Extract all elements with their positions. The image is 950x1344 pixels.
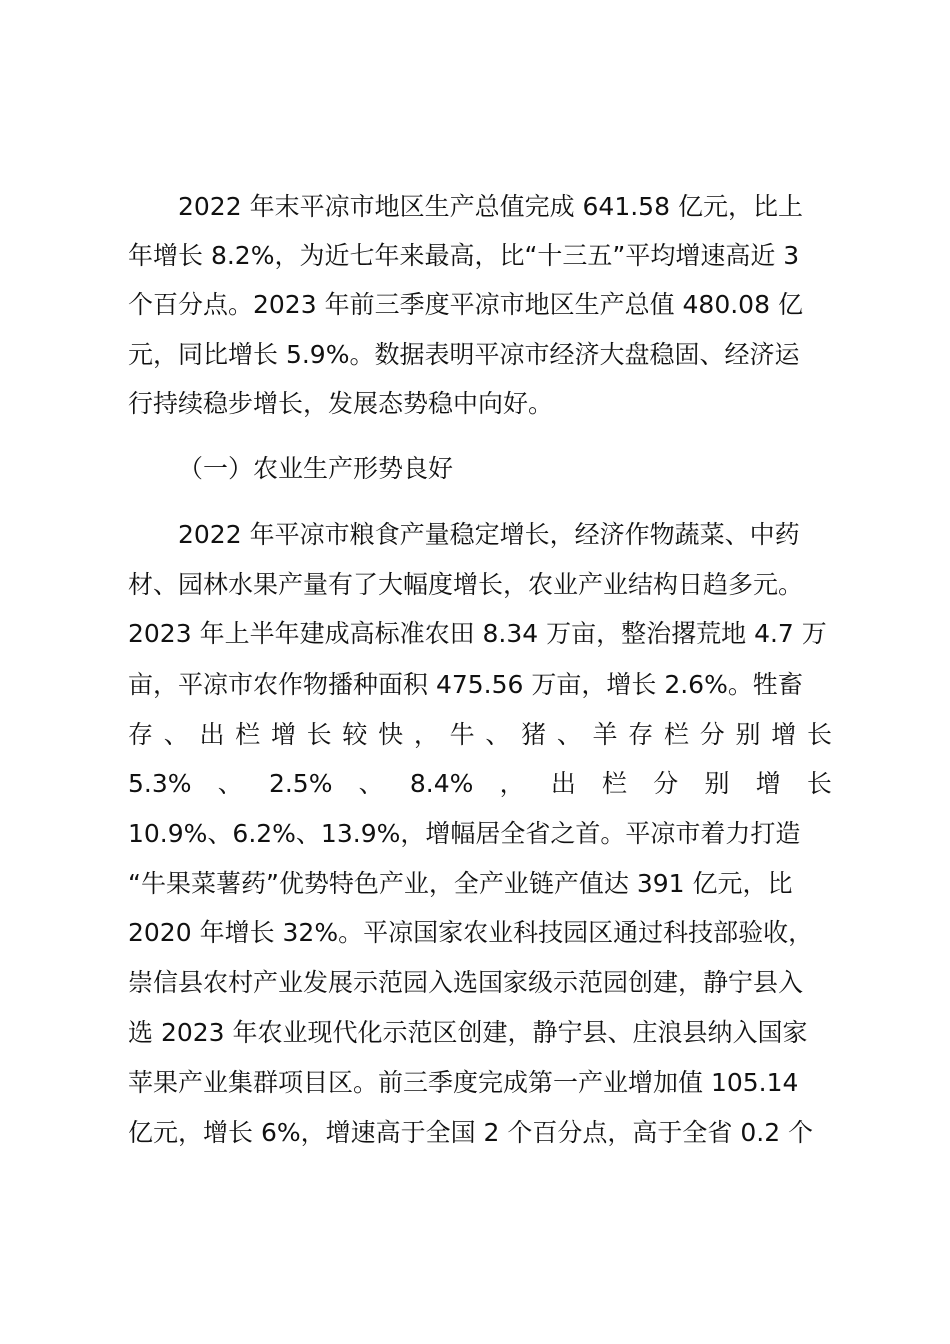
line-5-token: 长 — [806, 720, 832, 749]
line-5-token: 、 — [556, 720, 582, 749]
section-heading: （一）农业生产形势良好 — [178, 454, 454, 483]
paragraph-2-line-11: 选 2023 年农业现代化示范区创建，静宁县、庄浪县纳入国家 — [128, 1018, 808, 1047]
line-5-token: 别 — [735, 720, 761, 749]
line-6-token: 别 — [704, 769, 730, 798]
paragraph-2-line-1: 2022 年平凉市粮食产量稳定增长，经济作物蔬菜、中药 — [178, 520, 800, 549]
paragraph-2-line-10: 崇信县农村产业发展示范园入选国家级示范园创建，静宁县入 — [128, 968, 804, 997]
line-5-token: 快 — [378, 720, 404, 749]
line-5-token: 栏 — [664, 720, 690, 749]
line-5-token: 、 — [163, 720, 189, 749]
paragraph-2-line-12: 苹果产业集群项目区。前三季度完成第一产业增加值 105.14 — [128, 1068, 799, 1097]
line-5-token: 存 — [628, 720, 654, 749]
line-6-token: 长 — [806, 769, 832, 798]
line-5-token: 增 — [270, 720, 296, 749]
line-5-token: 牛 — [449, 720, 475, 749]
paragraph-2-line-3: 2023 年上半年建成高标准农田 8.34 万亩，整治撂荒地 4.7 万 — [128, 619, 827, 648]
line-6-token: 栏 — [602, 769, 628, 798]
paragraph-1-line-1: 2022 年末平凉市地区生产总值完成 641.58 亿元，比上 — [178, 192, 803, 221]
line-5-token: 出 — [199, 720, 225, 749]
paragraph-1-line-4: 元，同比增长 5.9%。数据表明平凉市经济大盘稳固、经济运 — [128, 340, 800, 369]
line-5-token: 长 — [306, 720, 332, 749]
line-6-token: 出 — [550, 769, 576, 798]
paragraph-1-line-3: 个百分点。2023 年前三季度平凉市地区生产总值 480.08 亿 — [128, 290, 803, 319]
paragraph-2-line-2: 材、园林水果产量有了大幅度增长，农业产业结构日趋多元。 — [128, 570, 804, 599]
line-6-token: 、 — [358, 769, 384, 798]
paragraph-2-line-4: 亩，平凉市农作物播种面积 475.56 万亩，增长 2.6%。牲畜 — [128, 670, 803, 699]
line-6-token: 分 — [653, 769, 679, 798]
line-5-token: 猪 — [521, 720, 547, 749]
line-5-token: 较 — [342, 720, 368, 749]
line-6-token: 5.3% — [128, 769, 192, 798]
line-6-token: ， — [499, 769, 525, 798]
line-5-token: 栏 — [235, 720, 261, 749]
line-6-token: 2.5% — [268, 769, 333, 798]
paragraph-1-line-2: 年增长 8.2%，为近七年来最高，比“十三五”平均增速高近 3 — [128, 241, 800, 270]
line-5-token: 存 — [128, 720, 154, 749]
paragraph-2-line-13: 亿元，增长 6%，增速高于全国 2 个百分点，高于全省 0.2 个 — [128, 1118, 814, 1147]
paragraph-2-line-7: 10.9%、6.2%、13.9%，增幅居全省之首。平凉市着力打造 — [128, 819, 801, 848]
line-5-token: 增 — [771, 720, 797, 749]
line-5-token: 、 — [485, 720, 511, 749]
paragraph-2-line-6 — [128, 759, 832, 809]
line-6-token: 增 — [755, 769, 781, 798]
paragraph-1-line-5: 行持续稳步增长，发展态势稳中向好。 — [128, 389, 554, 418]
line-5-token: 羊 — [592, 720, 618, 749]
line-5-token: 分 — [699, 720, 725, 749]
line-6-token: 8.4% — [409, 769, 474, 798]
line-5-token: ， — [413, 720, 439, 749]
paragraph-2-line-9: 2020 年增长 32%。平凉国家农业科技园区通过科技部验收， — [128, 918, 814, 947]
paragraph-2-line-8: “牛果菜薯药”优势特色产业，全产业链产值达 391 亿元，比 — [128, 869, 793, 898]
line-6-token: 、 — [217, 769, 243, 798]
paragraph-2-line-5 — [128, 710, 832, 760]
